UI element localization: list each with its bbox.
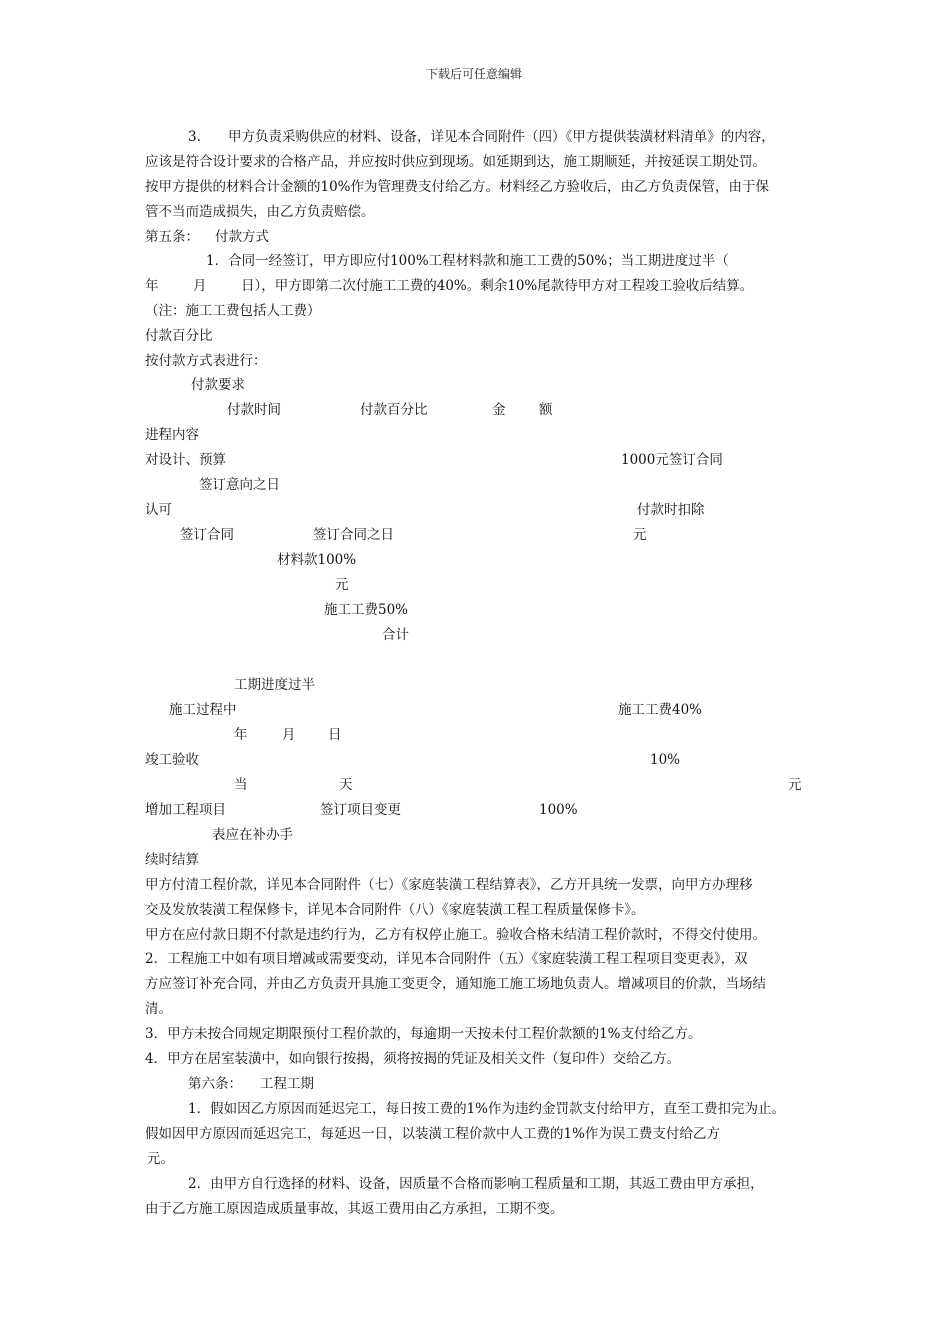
settlement-line-1: 甲方付清工程价款，详见本合同附件（七）《家庭装潢工程结算表》，乙方开具统一发票，向甲方办理移 — [145, 877, 753, 893]
article-5-clause-2-line-2: 方应签订补充合同，并由乙方负责开具施工变更令，通知施工施工场地负责人。增减项目的价款，当场结 — [145, 976, 766, 992]
row-4-time-a: 当 — [234, 777, 248, 793]
article-5-heading: 第五条： — [145, 229, 199, 245]
article-6-clause-2-line-1: 2．由甲方自行选择的材料、设备，因质量不合格而影响工程质量和工期，其返工费由甲方承担， — [188, 1176, 764, 1192]
row-1-stage: 对设计、预算 — [145, 452, 226, 468]
article-5-clause-4: 4．甲方在居室装潢中，如向银行按揭，须将按揭的凭证及相关文件（复印件）交给乙方。 — [145, 1051, 681, 1067]
article-5-month: 月 — [193, 278, 207, 294]
article-5-clause-2-line-1: 2．工程施工中如有项目增减或需要变动，详见本合同附件（五）《家庭装潢工程工程项目变更表》，双 — [145, 951, 748, 967]
row-4-time-b: 天 — [339, 777, 353, 793]
clause-3-line-2: 应该是符合设计要求的合格产品，并应按时供应到现场。如延期到达，施工期顺延，并按延误工期处罚。 — [145, 154, 766, 170]
row-3-fee: 施工工费40% — [618, 702, 703, 718]
article-6-clause-1-line-1: 1．假如因乙方原因而延迟完工，每日按工费的1%作为违约金罚款支付给甲方，直至工费扣完为止。 — [188, 1101, 786, 1117]
row-5-time-cont: 表应在补办手 — [212, 827, 293, 843]
article-5-clause-2-line-3: 清。 — [145, 1001, 172, 1017]
table-header-amount-a: 金 — [492, 402, 506, 418]
row-4-unit: 元 — [788, 777, 802, 793]
table-header-time: 付款时间 — [227, 402, 281, 418]
row-5-time: 签订项目变更 — [320, 802, 401, 818]
article-6-title: 工程工期 — [260, 1076, 314, 1092]
article-5-note: （注：施工工费包括人工费） — [145, 303, 321, 319]
row-5-percent: 100% — [539, 802, 578, 818]
row-4-stage: 竣工验收 — [145, 752, 199, 768]
row-2-total: 合计 — [382, 627, 409, 643]
clause-3-line-4: 管不当而造成损失，由乙方负责赔偿。 — [145, 204, 375, 220]
row-4-percent: 10% — [650, 752, 681, 768]
clause-3-number: 3. — [188, 129, 201, 145]
settlement-line-3: 甲方在应付款日期不付款是违约行为，乙方有权停止施工。验收合格未结清工程价款时，不得交付使用。 — [145, 927, 766, 943]
row-2-material-unit: 元 — [335, 577, 349, 593]
payment-table-intro: 按付款方式表进行： — [145, 353, 267, 369]
article-5-clause-1-line-2: 日），甲方即第二次付施工工费的40%。剩余10%尾款待甲方对工程竣工验收后结算。 — [241, 278, 754, 294]
table-header-amount-b: 额 — [539, 402, 553, 418]
article-5-clause-3: 3．甲方未按合同规定期限预付工程价款的，每逾期一天按未付工程价款额的1%支付给乙方。 — [145, 1026, 702, 1042]
row-1-time: 签订意向之日 — [199, 477, 280, 493]
row-2-material: 材料款100% — [277, 552, 357, 568]
article-6-clause-1-line-2: 假如因甲方原因而延迟完工，每延迟一日，以装潢工程价款中人工费的1%作为误工费支付给乙方 — [145, 1126, 720, 1142]
table-header-percent: 付款百分比 — [360, 402, 428, 418]
row-3-stage: 施工过程中 — [169, 702, 237, 718]
article-5-clause-1-line-1: 1．合同一经签订，甲方即应付100%工程材料款和施工工费的50%；当工期进度过半（ — [206, 253, 729, 269]
row-3-year: 年 — [234, 727, 248, 743]
row-2-fee: 施工工费50% — [324, 602, 409, 618]
settlement-line-2: 交及发放装潢工程保修卡，详见本合同附件（八）《家庭装潢工程工程质量保修卡》。 — [145, 902, 645, 918]
page-header: 下载后可任意编辑 — [426, 67, 523, 81]
row-1-stage-cont: 认可 — [145, 502, 172, 518]
row-3-month: 月 — [282, 727, 296, 743]
table-header-content: 进程内容 — [145, 427, 199, 443]
table-header-requirement: 付款要求 — [191, 377, 245, 393]
clause-3-line-3: 按甲方提供的材料合计金额的10%作为管理费支付给乙方。材料经乙方验收后，由乙方负责保管，由于保 — [145, 179, 770, 195]
row-5-time-cont-2: 续时结算 — [145, 852, 199, 868]
article-5-title: 付款方式 — [215, 229, 269, 245]
row-1-amount: 1000元签订合同 — [621, 452, 723, 468]
article-6-clause-1-line-3: 元。 — [147, 1151, 174, 1167]
row-3-time: 工期进度过半 — [234, 677, 315, 693]
payment-percent-label: 付款百分比 — [145, 328, 213, 344]
row-2-stage: 签订合同 — [180, 527, 234, 543]
clause-3-line-1: 甲方负责采购供应的材料、设备，详见本合同附件（四）《甲方提供装潢材料清单》的内容， — [228, 129, 775, 145]
article-5-year: 年 — [145, 278, 159, 294]
row-3-day: 日 — [328, 727, 342, 743]
row-2-time: 签订合同之日 — [313, 527, 394, 543]
row-2-unit: 元 — [633, 527, 647, 543]
row-5-stage: 增加工程项目 — [145, 802, 226, 818]
row-1-amount-cont: 付款时扣除 — [637, 502, 705, 518]
article-6-heading: 第六条： — [188, 1076, 242, 1092]
article-6-clause-2-line-2: 由于乙方施工原因造成质量事故，其返工费用由乙方承担，工期不变。 — [145, 1201, 564, 1217]
